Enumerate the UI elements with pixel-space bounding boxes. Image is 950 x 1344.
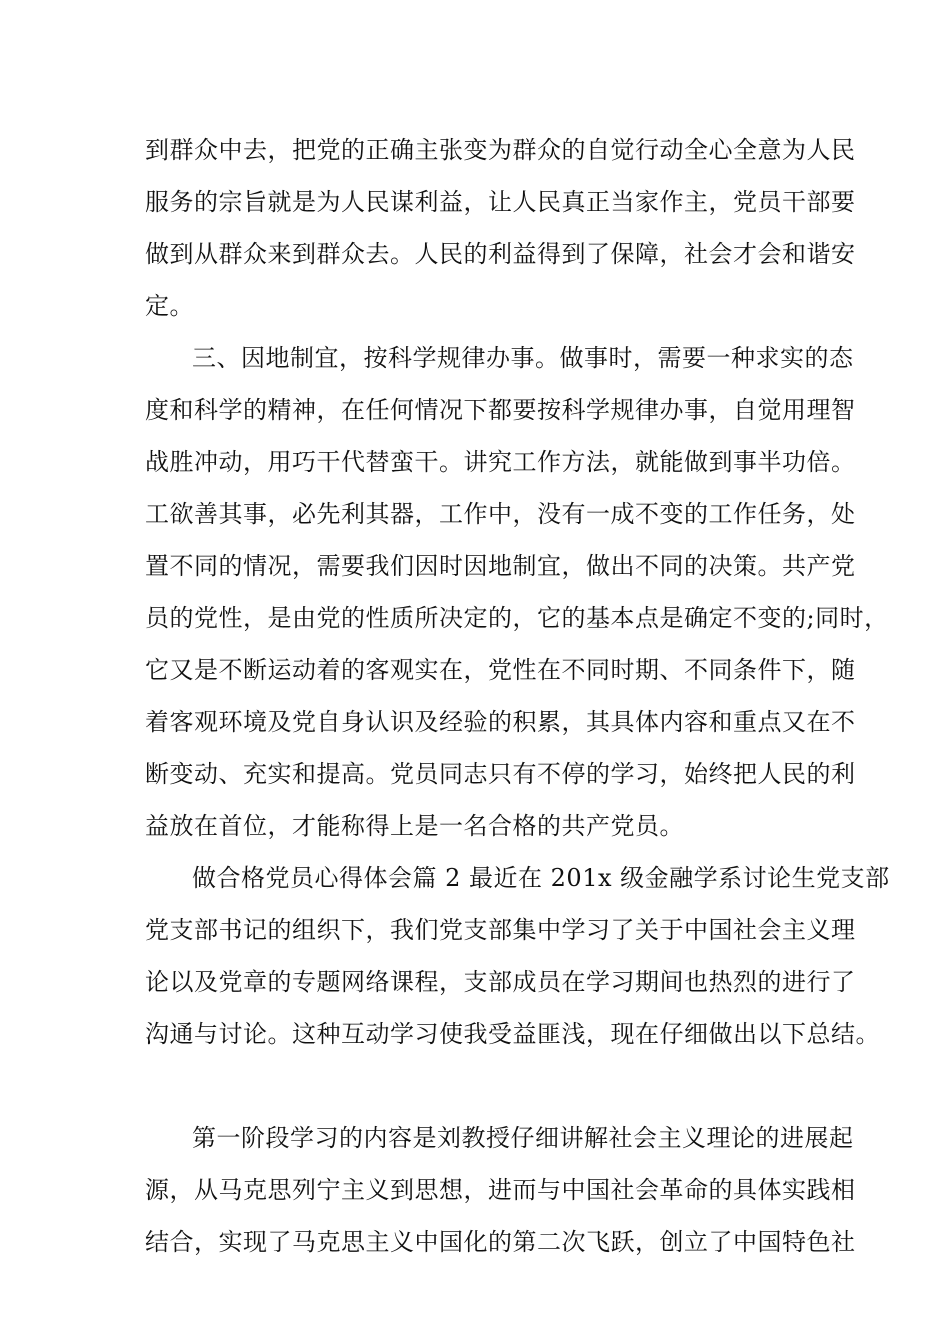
text-line: 论以及党章的专题网络课程，支部成员在学习期间也热烈的进行了 [145,968,856,996]
text-line: 战胜冲动，用巧干代替蛮干。讲究工作方法，就能做到事半功倍。 [145,448,856,476]
text-line: 益放在首位，才能称得上是一名合格的共产党员。 [145,812,684,840]
text-line: 员的党性，是由党的性质所决定的，它的基本点是确定不变的;同时， [145,604,889,632]
text-line: 到群众中去，把党的正确主张变为群众的自觉行动全心全意为人民 [145,136,856,164]
paragraph-start-line: 第一阶段学习的内容是刘教授仔细讲解社会主义理论的进展起 [192,1124,854,1152]
paragraph-start-line: 三、因地制宜，按科学规律办事。做事时，需要一种求实的态 [192,344,854,372]
paragraph-start-line: 做合格党员心得体会篇 2 最近在 201x 级金融学系讨论生党支部 [192,864,890,892]
text-line: 定。 [145,292,194,320]
text-line: 度和科学的精神，在任何情况下都要按科学规律办事，自觉用理智 [145,396,856,424]
text-line: 沟通与讨论。这种互动学习使我受益匪浅，现在仔细做出以下总结。 [145,1020,880,1048]
text-line: 置不同的情况，需要我们因时因地制宜，做出不同的决策。共产党 [145,552,856,580]
text-line: 它又是不断运动着的客观实在，党性在不同时期、不同条件下，随 [145,656,856,684]
text-line: 服务的宗旨就是为人民谋利益，让人民真正当家作主，党员干部要 [145,188,856,216]
text-line: 着客观环境及党自身认识及经验的积累，其具体内容和重点又在不 [145,708,856,736]
text-line: 工欲善其事，必先利其器，工作中，没有一成不变的工作任务，处 [145,500,856,528]
text-line: 结合，实现了马克思主义中国化的第二次飞跃，创立了中国特色社 [145,1228,856,1256]
text-line: 做到从群众来到群众去。人民的利益得到了保障，社会才会和谐安 [145,240,856,268]
text-line: 断变动、充实和提高。党员同志只有不停的学习，始终把人民的利 [145,760,856,788]
text-line: 党支部书记的组织下，我们党支部集中学习了关于中国社会主义理 [145,916,856,944]
text-line: 源，从马克思列宁主义到思想，进而与中国社会革命的具体实践相 [145,1176,856,1204]
